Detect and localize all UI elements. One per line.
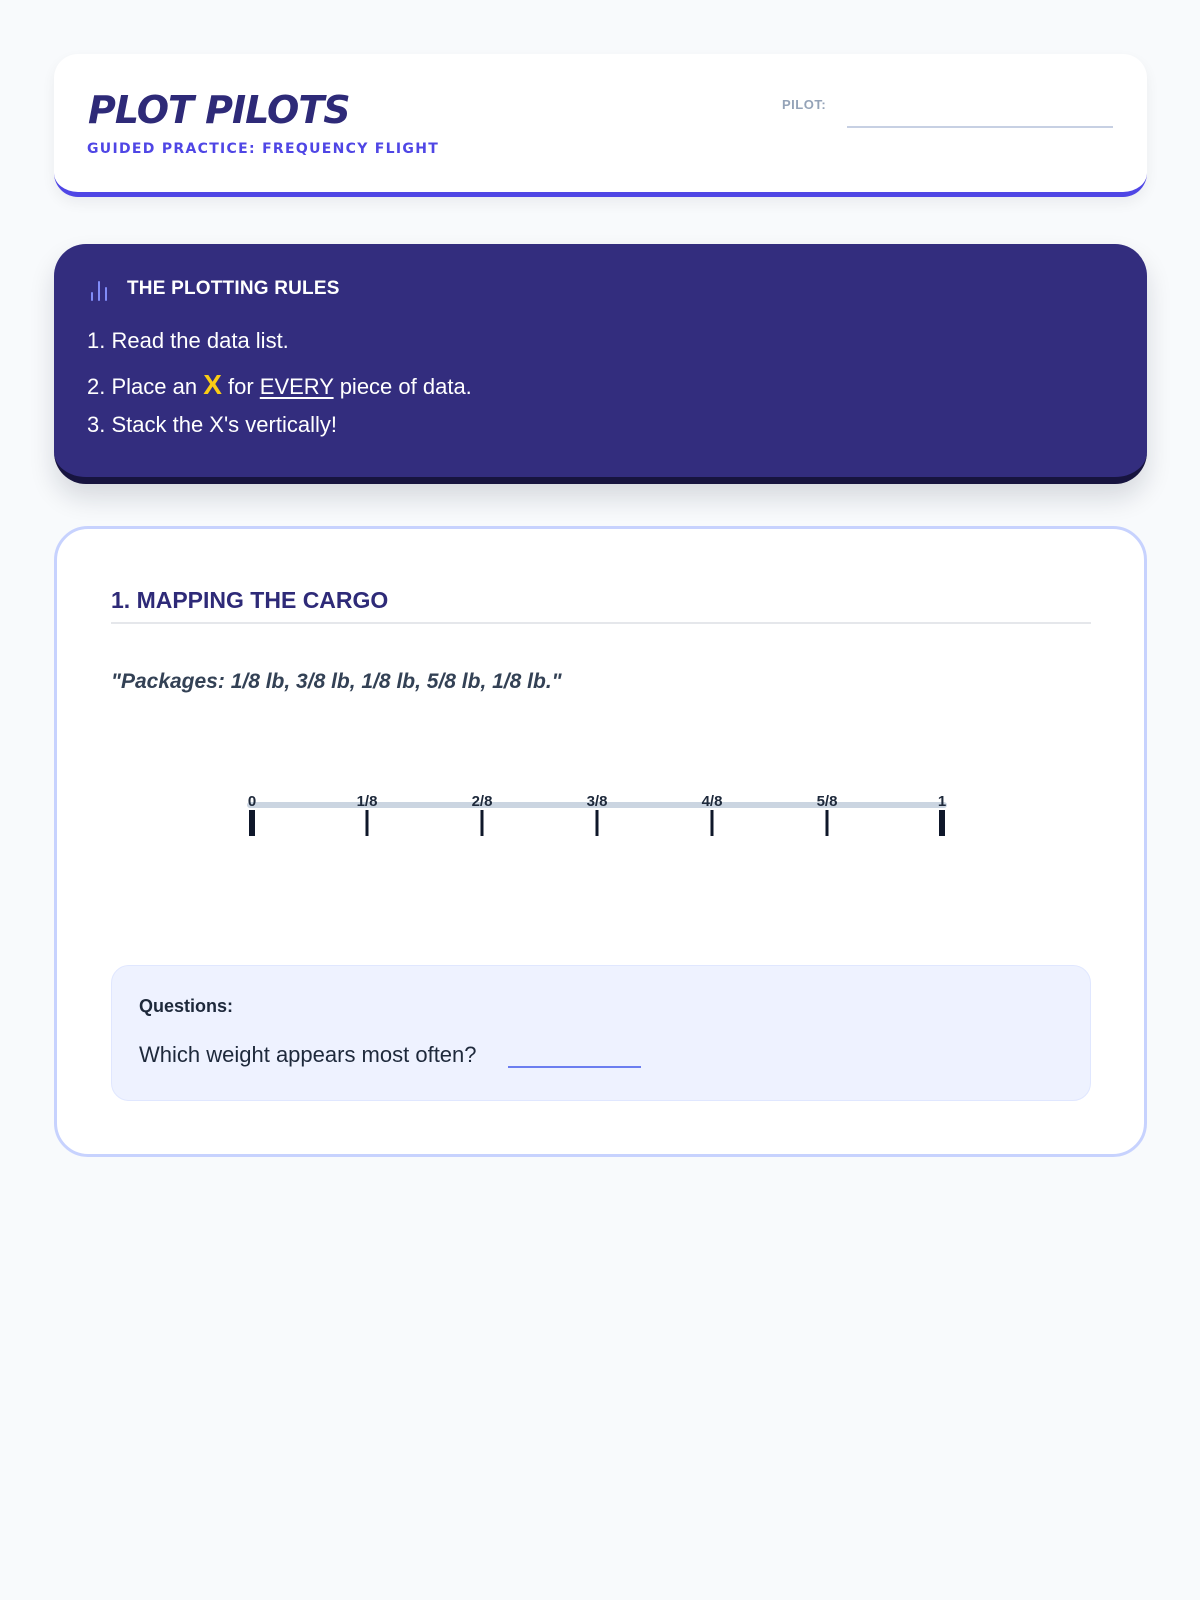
- rule-3: 3. Stack the X's vertically!: [87, 412, 337, 437]
- section-divider: [111, 622, 1091, 624]
- question-1-answer[interactable]: [508, 1050, 641, 1068]
- tick-mark: [939, 810, 945, 836]
- app-subtitle: GUIDED PRACTICE: FREQUENCY FLIGHT: [87, 141, 440, 157]
- rule-1: 1. Read the data list.: [87, 328, 289, 353]
- rule-2-suffix: piece of data.: [333, 374, 472, 399]
- tick-label: 1/8: [356, 793, 378, 810]
- questions-box: [111, 965, 1091, 1101]
- section-heading: 1. MAPPING THE CARGO: [111, 587, 389, 613]
- questions-label: Questions:: [139, 996, 234, 1016]
- tick-mark: [596, 810, 599, 836]
- tick-label: 1: [937, 793, 947, 810]
- tick-label: 2/8: [471, 793, 493, 810]
- tick-mark: [249, 810, 255, 836]
- tick-label: 0: [247, 793, 257, 810]
- tick-label: 4/8: [701, 793, 723, 810]
- rule-2-mid: for: [221, 374, 260, 399]
- question-1: Which weight appears most often?: [139, 1042, 477, 1067]
- rule-2: [87, 369, 472, 401]
- tick-mark: [481, 810, 484, 836]
- header-card: [54, 54, 1147, 197]
- pilot-name-input[interactable]: [847, 108, 1113, 128]
- tick-mark: [366, 810, 369, 836]
- plotting-rules-card: [54, 244, 1147, 484]
- cargo-section-card: [54, 526, 1147, 1157]
- rule-2-emphasis: EVERY: [259, 374, 334, 399]
- bar-chart-icon: [88, 278, 110, 302]
- data-list: "Packages: 1/8 lb, 3/8 lb, 1/8 lb, 5/8 lb, 1/8 lb.": [111, 670, 562, 693]
- tick-mark: [826, 810, 829, 836]
- tick-label: 5/8: [816, 793, 838, 810]
- pilot-label: PILOT:: [782, 97, 827, 112]
- line-plot[interactable]: [177, 793, 1017, 893]
- rules-heading: THE PLOTTING RULES: [127, 278, 340, 299]
- rule-2-prefix: 2. Place an: [87, 374, 204, 399]
- tick-label: 3/8: [586, 793, 608, 810]
- tick-mark: [711, 810, 714, 836]
- x-mark: X: [203, 369, 222, 400]
- app-title: PLOT PILOTS: [88, 88, 350, 132]
